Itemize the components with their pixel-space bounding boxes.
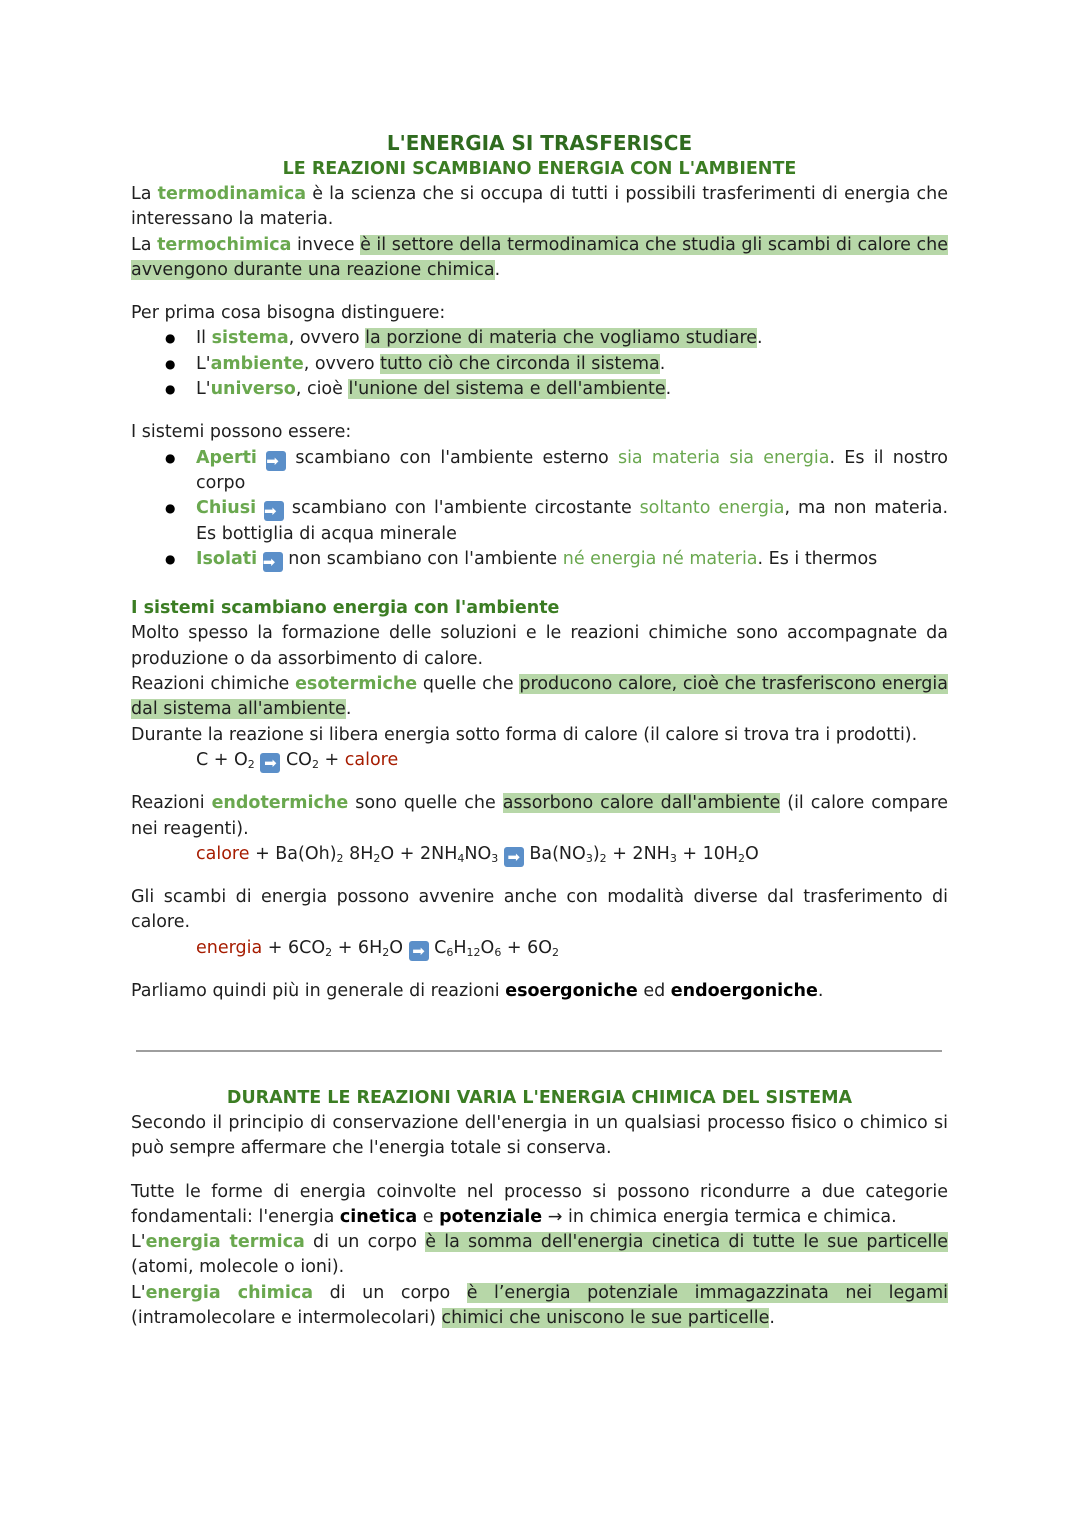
systems-lead: I sistemi possono essere:	[131, 422, 352, 443]
section-heading-energia-chimica: DURANTE LE REAZIONI VARIA L'ENERGIA CHIMICA DEL SISTEMA	[226, 1088, 853, 1108]
list-item: ● Chiusi ➡ scambiano con l'ambiente circostante soltanto energia, ma non materia. Es bottiglia di acqua minerale	[196, 496, 948, 547]
page-section-2	[131, 1085, 948, 1331]
paragraph-categorie: Tutte le forme di energia coinvolte nel processo si possono ricondurre a due categorie fondamentali: l'energia cinetica e potenziale → in chimica energia termica e chimica.	[131, 1181, 948, 1227]
list-item: ● Il sistema, ovvero la porzione di materia che vogliamo studiare.	[196, 326, 948, 351]
paragraph: Gli scambi di energia possono avvenire anche con modalità diverse dal trasferimento di calore.	[131, 887, 948, 933]
term-termochimica: termochimica	[157, 234, 292, 255]
paragraph-energia-chimica: L'energia chimica di un corpo è l’energia potenziale immagazzinata nei legami (intramolecolare e intermolecolari) chimici che uniscono le sue particelle.	[131, 1282, 948, 1329]
term-termodinamica: termodinamica	[157, 184, 307, 204]
equation-photosynthesis: energia + $6CO_2 + 6H_2O$ ➡ $C_6H_{12}O_6 + 6O_2$	[196, 937, 560, 960]
paragraph: Secondo il principio di conservazione dell'energia in un qualsiasi processo fisico o chimico si può sempre affermare che l'energia totale si conserva.	[131, 1113, 948, 1159]
list-item: ● L'universo, cioè l'unione del sistema e dell'ambiente.	[196, 377, 948, 402]
paragraph-energia-termica: L'energia termica di un corpo è la somma dell'energia cinetica di tutte le sue particelle (atomi, molecole o ioni).	[131, 1232, 948, 1278]
paragraph-termodinamica: La termodinamica è la scienza che si occupa di tutti i possibili trasferimenti di energia che interessano la materia.	[131, 184, 948, 230]
arrow-right-icon: ➡	[264, 501, 284, 521]
systems-list	[131, 446, 948, 572]
distinguish-lead: Per prima cosa bisogna distinguere:	[131, 303, 446, 324]
paragraph-endotermiche: Reazioni endotermiche sono quelle che assorbono calore dall'ambiente (il calore compare nei reagenti).	[131, 793, 949, 839]
paragraph-termochimica: La termochimica invece è il settore della termodinamica che studia gli scambi di calore che avvengono durante una reazione chimica.	[131, 234, 949, 280]
arrow-right-icon: ➡	[409, 941, 429, 961]
paragraph-esotermiche: Reazioni chimiche esotermiche quelle che producono calore, cioè che trasferiscono energia dal sistema all'ambiente.	[131, 674, 948, 720]
list-item: ● Aperti ➡ scambiano con l'ambiente esterno sia materia sia energia. Es il nostro corpo	[196, 446, 948, 497]
page-title: L'ENERGIA SI TRASFERISCE	[386, 131, 693, 155]
section-heading-exchange: I sistemi scambiano energia con l'ambiente	[131, 598, 560, 619]
arrow-right-icon: ➡	[504, 847, 524, 867]
distinguish-list	[131, 326, 948, 402]
highlight: è il settore della termodinamica che studia gli scambi di calore che avvengono durante una reazione chimica	[131, 234, 949, 280]
equation-combustion: $C + O_2$ ➡ $CO_2$ + calore	[196, 749, 399, 772]
paragraph-ergoniche: Parliamo quindi più in generale di reazioni esoergoniche ed endoergoniche.	[131, 981, 824, 1002]
horizontal-divider	[136, 1050, 942, 1052]
page-subtitle: LE REAZIONI SCAMBIANO ENERGIA CON L'AMBIENTE	[282, 159, 797, 179]
arrow-right-icon: ➡	[263, 552, 283, 572]
paragraph: Durante la reazione si libera energia sotto forma di calore (il calore si trova tra i prodotti).	[131, 724, 918, 745]
paragraph: Molto spesso la formazione delle soluzioni e le reazioni chimiche sono accompagnate da produzione o da assorbimento di calore.	[131, 623, 948, 669]
arrow-right-icon: ➡	[266, 451, 286, 471]
arrow-right-icon: ➡	[260, 753, 280, 773]
list-item: ● L'ambiente, ovvero tutto ciò che circonda il sistema.	[196, 352, 948, 377]
list-item: ● Isolati ➡ non scambiano con l'ambiente né energia né materia. Es i thermos	[196, 547, 948, 572]
equation-endothermic: calore + $Ba(Oh)_2$ $8H_2O + 2NH_4NO_3$ ➡ $Ba(NO_3)_2 + 2NH_3 + 10H_2O$	[196, 843, 759, 866]
page-section-1	[131, 130, 948, 1004]
